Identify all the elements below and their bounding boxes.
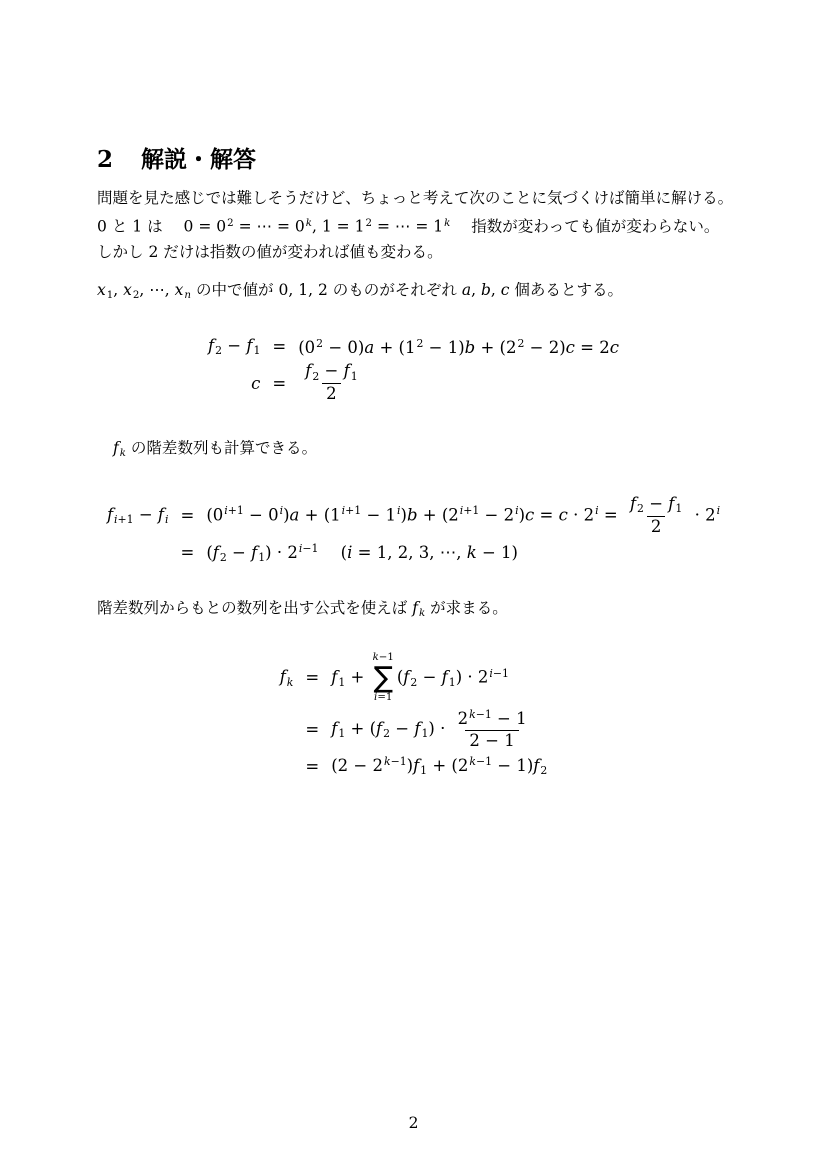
superscript — [717, 504, 720, 517]
math-var: b — [464, 337, 476, 357]
math-var: x — [97, 281, 106, 299]
superscript: i+1 — [224, 504, 244, 518]
sum-upper-limit: k−1 — [372, 652, 394, 663]
math-var: k — [469, 707, 476, 721]
subscript: 1 — [675, 502, 683, 516]
math-var: k — [286, 675, 294, 689]
math-var: x — [123, 281, 132, 299]
subscript: 1 — [350, 369, 358, 383]
subscript: 1 — [106, 290, 114, 302]
math-var: i — [224, 504, 228, 518]
fraction — [626, 494, 686, 538]
superscript — [397, 504, 400, 517]
math-var: c — [500, 281, 510, 299]
math-var: x — [174, 281, 184, 299]
denominator: 2 − 1 — [465, 730, 518, 752]
denominator: 2 — [647, 516, 666, 538]
superscript: i+1 — [459, 504, 480, 518]
math-var: f — [212, 542, 219, 562]
equation-rhs: f1 + (f2 − f1) · $\frac{2^{k-1} - 1}{2 - 1}$ — [331, 708, 547, 751]
math-var: n — [184, 290, 191, 302]
subscript: 1 — [258, 550, 266, 564]
math-var: f — [331, 719, 338, 739]
subscript: i+1 — [114, 513, 134, 527]
math-var: i — [397, 504, 401, 518]
math-var: a — [461, 281, 472, 299]
superscript: 2 — [416, 336, 424, 350]
equation-rhs: $(2 - 2^{k-1})f1 + (2^{k-1} - 1)f2$ — [331, 755, 548, 778]
math-var: b — [480, 281, 491, 299]
math-var: f — [376, 719, 383, 739]
equation-row — [208, 336, 619, 357]
equation-lhs — [107, 542, 169, 564]
equation-lhs — [280, 755, 294, 777]
subscript: 2 — [219, 550, 227, 564]
math-var: f — [305, 361, 312, 381]
equation-relation: = — [305, 720, 320, 740]
equation-relation: = — [180, 543, 195, 563]
equation-row — [107, 494, 720, 538]
math-var: k — [444, 218, 451, 229]
equation-relation: = — [272, 337, 287, 357]
math-var: f — [668, 494, 675, 513]
superscript: k−1 — [469, 755, 492, 769]
equation-lhs — [208, 361, 260, 405]
math-var: k — [305, 218, 312, 229]
subscript: 1 — [421, 727, 429, 741]
equation-relation: = — [272, 373, 287, 393]
superscript: 2 — [517, 336, 525, 350]
subscript — [120, 448, 126, 459]
equation-block-fk-solution — [280, 648, 548, 781]
math-var: i — [341, 504, 346, 518]
superscript: i−1 — [298, 541, 319, 555]
equation-row — [280, 652, 548, 704]
math-var: f — [412, 599, 418, 617]
equation-rhs: $(0^2 - 0)a + (1^2 - 1)b + (2^2 - 2)c = 2c$ — [298, 336, 619, 357]
math-var: i — [515, 504, 519, 518]
subscript: 2 — [383, 727, 391, 741]
equation-rhs — [298, 361, 619, 405]
superscript — [306, 218, 312, 229]
math-var: f — [106, 505, 114, 525]
equation-rhs: f1 + k−1 ∑ i=1 $(f2 - f1) \cdot 2^{i-1}$ — [331, 652, 509, 703]
paragraph-intro-line-3: しかし 2 だけは指数の値が変われば値も変わる。 — [97, 242, 443, 261]
math-var: f — [414, 719, 421, 739]
equation-row — [107, 542, 720, 564]
math-var: f — [331, 667, 338, 687]
math-var: a — [364, 337, 375, 357]
section-number: 2 — [97, 146, 114, 173]
math-var: f — [251, 542, 258, 562]
superscript — [280, 504, 283, 517]
superscript — [595, 504, 598, 517]
numerator: $2^{k-1} - 1$ — [457, 707, 527, 728]
equation-block-general-difference — [107, 490, 720, 568]
math-var: c — [251, 373, 261, 393]
math-var: f — [533, 756, 540, 776]
page-number: 2 — [408, 1114, 419, 1132]
subscript: 2 — [312, 369, 320, 383]
math-var: f — [629, 494, 637, 513]
math-var: f — [441, 667, 448, 687]
equation-lhs: fi+1 − fi — [106, 505, 169, 527]
numerator: f2 − f1 — [629, 494, 683, 516]
subscript — [419, 608, 425, 619]
math-var: k — [419, 608, 426, 620]
math-var: i — [595, 504, 599, 518]
superscript: i+1 — [341, 504, 362, 518]
equation-lhs: f2 − f1 — [208, 336, 261, 358]
equation-rhs: $(0^{i+1} - 0^i)a + (1^{i+1} - 1^i)b + (2^{i+1} - 2^i)c = c \cdot 2^i$ = $\frac{f2 - f1}{2}$ · 2$^i$ — [206, 494, 721, 536]
paragraph-formula: 階差数列からもとの数列を出す公式を使えば fk が求まる。 — [97, 599, 508, 620]
sigma-icon: ∑ — [373, 660, 393, 695]
paragraph-intro — [97, 186, 733, 265]
math-var: k — [119, 448, 126, 460]
subscript: 2 — [215, 344, 223, 358]
equation-block-fk-solution-wrapper — [97, 648, 730, 781]
math-var: i — [298, 541, 303, 555]
math-var: c — [609, 337, 619, 357]
math-var: i — [716, 504, 721, 518]
subscript: 2 — [540, 764, 548, 778]
math-var: i — [489, 666, 493, 680]
math-var: f — [413, 756, 420, 776]
math-var: f — [113, 439, 119, 457]
fraction — [454, 708, 531, 751]
section-heading — [97, 146, 256, 175]
math-var: f — [279, 667, 286, 687]
section-title: 解説・解答 — [141, 147, 257, 173]
math-var: b — [406, 505, 418, 525]
equation-row — [208, 361, 619, 405]
subscript: 1 — [448, 675, 456, 689]
superscript: i−1 — [489, 666, 509, 680]
superscript: 2 — [227, 218, 234, 229]
math-var: c — [558, 505, 568, 525]
math-var: i — [279, 504, 284, 518]
subscript: 2 — [410, 675, 418, 689]
equation-rhs: $(f2 - f1) \cdot 2^{i-1}$ (i = 1, 2, 3, ⋯, k − 1) — [206, 541, 518, 564]
math-var: k — [372, 652, 379, 663]
summation — [373, 652, 394, 704]
math-var: k — [466, 542, 477, 562]
subscript — [184, 290, 191, 301]
paragraph-intro-line-1: 問題を見た感じでは難しそうだけど、ちょっと考えて次のことに気づくけば簡単に解ける。 — [97, 189, 734, 207]
equation-lhs — [280, 708, 294, 751]
math-var: k — [383, 755, 391, 769]
subscript: 1 — [338, 675, 346, 689]
paragraph-fk-series: fk の階差数列も計算できる。 — [113, 439, 318, 460]
subscript: 1 — [420, 764, 428, 778]
superscript: k−1 — [469, 707, 492, 721]
superscript — [444, 218, 450, 229]
equation-block-difference — [208, 332, 619, 409]
superscript: 2 — [365, 218, 372, 229]
fraction — [301, 361, 361, 405]
math-var: i — [347, 542, 353, 562]
math-var: f — [246, 336, 253, 355]
math-var: i — [459, 504, 464, 518]
math-var: f — [343, 361, 350, 381]
math-var: a — [289, 505, 300, 525]
equation-row — [280, 708, 548, 751]
math-var: i — [165, 513, 169, 527]
subscript — [287, 676, 294, 689]
subscript: 1 — [253, 344, 261, 358]
equation-block-general-difference-wrapper — [97, 490, 730, 568]
superscript: 2 — [316, 336, 324, 350]
equation-lhs — [280, 652, 294, 704]
paragraph-setup: x1, x2, ⋯, xn の中で値が 0, 1, 2 のものがそれぞれ a, b, c 個あるとする。 — [97, 281, 623, 302]
math-var: k — [469, 755, 476, 769]
equation-relation: = — [305, 668, 320, 688]
equation-relation: = — [180, 506, 195, 526]
math-var: i — [374, 691, 378, 703]
sum-lower-limit: i=1 — [374, 691, 393, 703]
equation-block-difference-wrapper — [97, 332, 730, 409]
math-var: f — [208, 336, 215, 355]
equation-row — [280, 755, 548, 777]
math-var: i — [114, 513, 118, 527]
subscript: 2 — [637, 502, 644, 516]
subscript: 2 — [132, 290, 140, 302]
math-var: f — [157, 505, 165, 525]
superscript: k−1 — [383, 755, 407, 769]
subscript: 1 — [338, 727, 346, 741]
paragraph-intro-line-2: 0 と 1 は $0 = 0^2$ = ⋯ = 0$^k$, $1 = 1^2$ = ⋯ = 1$^k$ 指数が変わっても値が変わらない。 — [97, 217, 720, 236]
subscript — [165, 513, 168, 526]
math-var: c — [565, 337, 575, 357]
superscript — [515, 504, 518, 517]
math-var: c — [525, 505, 535, 525]
numerator: f2 − f1 — [305, 361, 358, 383]
denominator: 2 — [322, 383, 341, 405]
equation-relation: = — [305, 756, 320, 776]
math-var: f — [403, 667, 410, 687]
